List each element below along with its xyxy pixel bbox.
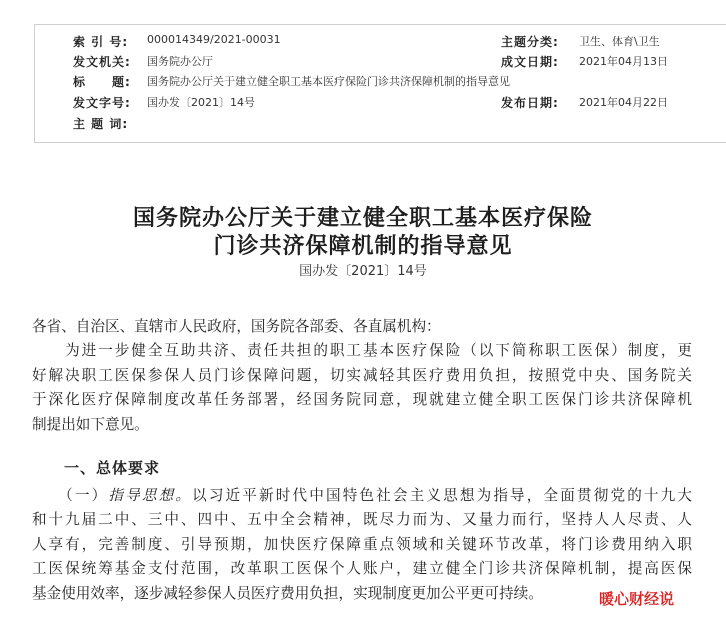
- para2-line-1: [32, 484, 692, 508]
- title-label: 标 题:: [73, 75, 131, 89]
- para2-line-3: 人享有，完善制度、引导预期，加快医疗保障重点领域和关键环节改革，将门诊费用纳入职: [32, 535, 692, 553]
- para1-line-1: 为进一步健全互助共济、责任共担的职工基本医疗保险（以下简称职工医保）制度，更: [32, 342, 692, 360]
- topic-label: 主题分类:: [501, 35, 559, 49]
- written-date-label: 成文日期:: [501, 55, 559, 69]
- subject-words-label: 主 题 词:: [73, 117, 129, 131]
- meta-row-issuer: [35, 53, 726, 73]
- document-title-line-2: 门诊共济保障机制的指导意见: [213, 233, 513, 259]
- index-value: 000014349/2021-00031: [147, 33, 281, 46]
- document-number: 国办发〔2021〕14号: [299, 264, 427, 279]
- document-body-2: [32, 484, 692, 606]
- topic-value: 卫生、体育\卫生: [579, 35, 660, 48]
- title-value: 国务院办公厅关于建立健全职工基本医疗保险门诊共济保障机制的指导意见: [147, 75, 510, 88]
- docno-label: 发文字号:: [73, 96, 131, 110]
- issuer-label: 发文机关:: [73, 55, 131, 69]
- para2-prefix: （一）: [32, 487, 109, 504]
- meta-row-docno: [35, 94, 726, 114]
- para1-line-2: 好解决职工医保参保人员门诊保障问题，切实减轻其医疗费用负担，按照党中央、国务院关: [32, 366, 692, 384]
- meta-row-subject: [35, 115, 726, 135]
- para2-line-2: 和十九届二中、三中、四中、五中全会精神，既尽力而为、又量力而行，坚持人人尽责、人: [32, 511, 692, 529]
- para1-line-4: 制提出如下意见。: [32, 415, 149, 433]
- para1-line-3: 于深化医疗保障制度改革任务部署，经国务院同意，现就建立健全职工医保门诊共济保障机: [32, 391, 692, 409]
- para2-line-5: 基金使用效率，逐步减轻参保人员医疗费用负担，实现制度更加公平更可持续。: [32, 584, 543, 602]
- watermark-text: 暖心财经说: [598, 590, 674, 608]
- section-heading-1: 一、总体要求: [64, 459, 161, 477]
- written-date-value: 2021年04月13日: [579, 55, 668, 68]
- document-metadata-box: [34, 24, 726, 143]
- docno-value: 国办发〔2021〕14号: [147, 96, 255, 109]
- index-label: 索 引 号:: [73, 35, 129, 49]
- para2-emphasis: 指导思想。: [108, 487, 193, 504]
- issuer-value: 国务院办公厅: [147, 55, 213, 68]
- para2-line-4: 工医保统筹基金支付范围，改革职工医保个人账户，建立健全门诊共济保障机制，提高医保: [32, 560, 692, 578]
- published-date-value: 2021年04月22日: [579, 96, 668, 109]
- document-body-1: [32, 315, 692, 437]
- meta-row-index: [35, 33, 726, 53]
- para2-first-rest: 以习近平新时代中国特色社会主义思想为指导，全面贯彻党的十九大: [192, 487, 692, 504]
- published-date-label: 发布日期:: [501, 96, 559, 110]
- meta-row-title: [35, 73, 726, 93]
- salutation: 各省、自治区、直辖市人民政府，国务院各部委、各直属机构：: [32, 318, 441, 335]
- document-title-line-1: 国务院办公厅关于建立健全职工基本医疗保险: [132, 205, 593, 231]
